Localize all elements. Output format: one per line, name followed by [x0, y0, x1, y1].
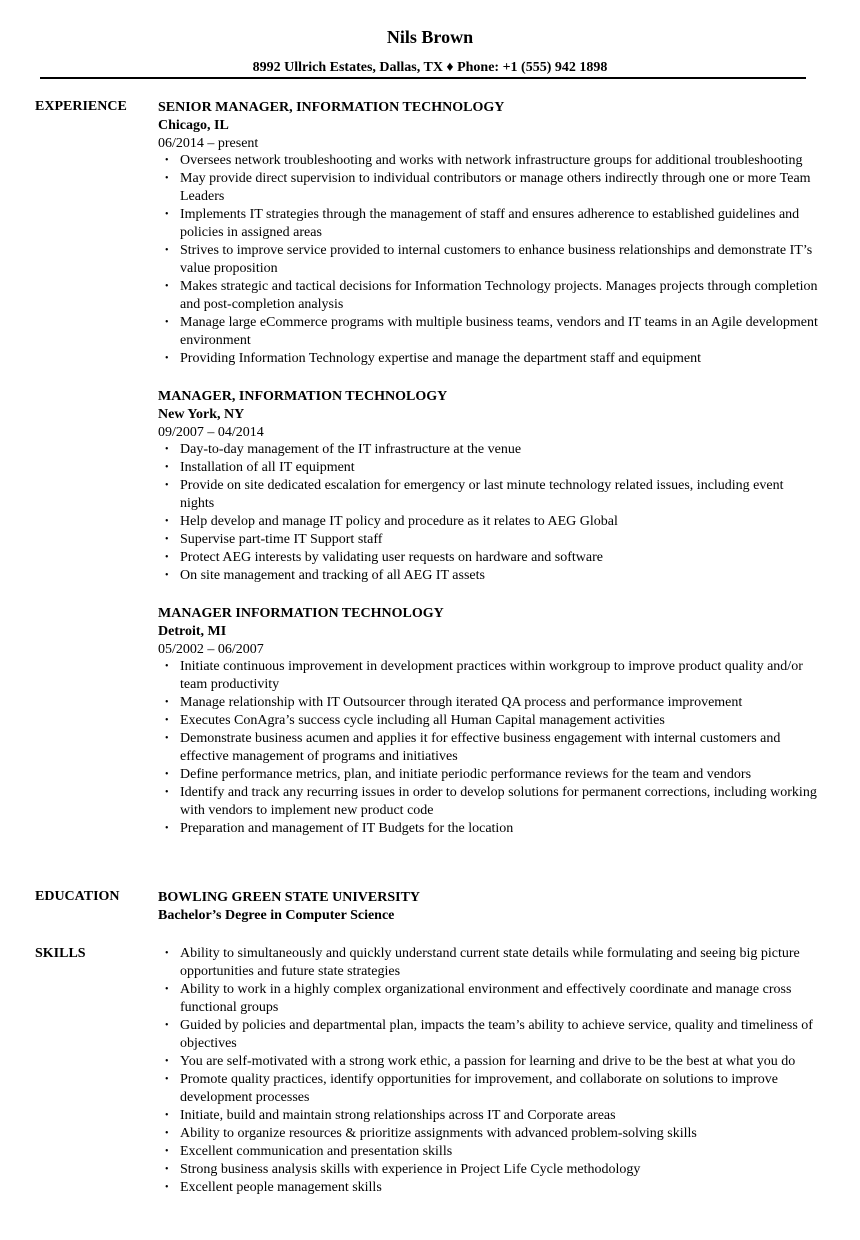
list-item-text: Day-to-day management of the IT infrastructure at the venue	[180, 442, 522, 457]
list-item-text: Installation of all IT equipment	[180, 460, 355, 475]
job-entry	[158, 99, 818, 368]
section-label-experience: EXPERIENCE	[35, 99, 127, 114]
list-item-text: Strives to improve service provided to internal customers to enhance business relationships and demonstrate IT’s value proposition	[180, 243, 813, 276]
list-item-text: Ability to simultaneously and quickly understand current state details while formulating and seeing big picture opportunities and future state strategies	[180, 946, 800, 979]
list-item-text: Executes ConAgra’s success cycle including all Human Capital management activities	[180, 713, 665, 728]
header-divider	[40, 77, 806, 79]
list-item	[158, 712, 818, 730]
bullet-icon: •	[165, 444, 169, 455]
bullet-icon: •	[165, 1164, 169, 1175]
list-item	[158, 549, 818, 567]
bullet-icon: •	[165, 948, 169, 959]
list-item-text: Identify and track any recurring issues in order to develop solutions for permanent corrections, including working with vendors to implement new product code	[180, 785, 817, 818]
bullet-icon: •	[165, 1110, 169, 1121]
list-item-text: Help develop and manage IT policy and procedure as it relates to AEG Global	[180, 514, 618, 529]
list-item	[158, 766, 818, 784]
list-item	[158, 206, 818, 242]
bullet-icon: •	[165, 317, 169, 328]
list-item-text: Preparation and management of IT Budgets for the location	[180, 821, 514, 836]
bullet-icon: •	[165, 462, 169, 473]
contact-line: 8992 Ullrich Estates, Dallas, TX ♦ Phone: +1 (555) 942 1898	[252, 60, 608, 75]
list-item-text: May provide direct supervision to individual contributors or manage others indirectly through one or more Team Leaders	[180, 171, 811, 204]
section-label-education: EDUCATION	[35, 889, 120, 904]
job-location: Chicago, IL	[158, 118, 229, 133]
job-title: MANAGER, INFORMATION TECHNOLOGY	[158, 389, 448, 404]
skills-body	[158, 945, 818, 1197]
job-dates: 05/2002 – 06/2007	[158, 642, 264, 657]
list-item-text: Guided by policies and departmental plan, impacts the team’s ability to achieve service, quality and timeliness of objectives	[180, 1018, 813, 1051]
list-item	[158, 441, 818, 459]
list-item	[158, 477, 818, 513]
list-item	[158, 981, 818, 1017]
bullet-icon: •	[165, 823, 169, 834]
list-item-text: Provide on site dedicated escalation for emergency or last minute technology related issues, including event nights	[180, 478, 784, 511]
job-bullets	[158, 441, 818, 585]
list-item	[158, 350, 818, 368]
bullet-icon: •	[165, 984, 169, 995]
degree: Bachelor’s Degree in Computer Science	[158, 908, 395, 923]
bullet-icon: •	[165, 787, 169, 798]
list-item-text: Ability to work in a highly complex organizational environment and effectively coordinate and manage cross functional groups	[180, 982, 792, 1015]
candidate-name: Nils Brown	[386, 27, 474, 47]
list-item-text: Promote quality practices, identify opportunities for improvement, and collaborate on solutions to improve development processes	[180, 1072, 778, 1105]
skills-list	[158, 945, 818, 1197]
job-dates: 06/2014 – present	[158, 136, 259, 151]
list-item	[158, 1125, 818, 1143]
list-item	[158, 513, 818, 531]
list-item-text: Demonstrate business acumen and applies it for effective business engagement with internal customers and effective management of programs and initiatives	[180, 731, 781, 764]
bullet-icon: •	[165, 353, 169, 364]
list-item-text: Makes strategic and tactical decisions for Information Technology projects. Manages projects through completion and post-completion analysis	[180, 279, 818, 312]
list-item	[158, 1071, 818, 1107]
list-item-text: Excellent communication and presentation skills	[180, 1144, 453, 1159]
list-item-text: Ability to organize resources & prioritize assignments with advanced problem-solving skills	[180, 1126, 697, 1141]
bullet-icon: •	[165, 1128, 169, 1139]
list-item	[158, 1053, 818, 1071]
list-item-text: You are self-motivated with a strong work ethic, a passion for learning and drive to be the best at what you do	[180, 1054, 796, 1069]
job-entry	[158, 388, 818, 585]
job-title: SENIOR MANAGER, INFORMATION TECHNOLOGY	[158, 100, 505, 115]
list-item	[158, 784, 818, 820]
list-item	[158, 730, 818, 766]
bullet-icon: •	[165, 715, 169, 726]
bullet-icon: •	[165, 534, 169, 545]
list-item-text: Define performance metrics, plan, and initiate periodic performance reviews for the team and vendors	[180, 767, 752, 782]
list-item	[158, 1017, 818, 1053]
list-item-text: Initiate continuous improvement in development practices within workgroup to improve product quality and/or team productivity	[180, 659, 803, 692]
list-item-text: Excellent people management skills	[180, 1180, 382, 1195]
list-item-text: Protect AEG interests by validating user requests on hardware and software	[180, 550, 603, 565]
bullet-icon: •	[165, 1146, 169, 1157]
list-item	[158, 152, 818, 170]
bullet-icon: •	[165, 1074, 169, 1085]
list-item	[158, 567, 818, 585]
list-item	[158, 1143, 818, 1161]
bullet-icon: •	[165, 570, 169, 581]
list-item	[158, 658, 818, 694]
list-item-text: Implements IT strategies through the management of staff and ensures adherence to established guidelines and policies in assigned areas	[180, 207, 800, 240]
list-item	[158, 278, 818, 314]
bullet-icon: •	[165, 516, 169, 527]
section-label-skills: SKILLS	[35, 946, 86, 961]
job-bullets	[158, 658, 818, 838]
list-item	[158, 945, 818, 981]
job-dates: 09/2007 – 04/2014	[158, 425, 264, 440]
list-item-text: Oversees network troubleshooting and works with network infrastructure groups for additional troubleshooting	[180, 153, 803, 168]
bullet-icon: •	[165, 245, 169, 256]
list-item-text: On site management and tracking of all AEG IT assets	[180, 568, 485, 583]
school-name: BOWLING GREEN STATE UNIVERSITY	[158, 890, 421, 905]
list-item-text: Supervise part-time IT Support staff	[180, 532, 383, 547]
job-location: Detroit, MI	[158, 624, 227, 639]
bullet-icon: •	[165, 173, 169, 184]
list-item	[158, 694, 818, 712]
bullet-icon: •	[165, 281, 169, 292]
bullet-icon: •	[165, 661, 169, 672]
list-item	[158, 531, 818, 549]
list-item	[158, 1161, 818, 1179]
bullet-icon: •	[165, 480, 169, 491]
bullet-icon: •	[165, 155, 169, 166]
list-item	[158, 242, 818, 278]
job-entry	[158, 605, 818, 838]
list-item	[158, 820, 818, 838]
list-item	[158, 1107, 818, 1125]
experience-list	[158, 98, 818, 858]
bullet-icon: •	[165, 733, 169, 744]
list-item	[158, 459, 818, 477]
job-title: MANAGER INFORMATION TECHNOLOGY	[158, 606, 444, 621]
list-item-text: Manage large eCommerce programs with multiple business teams, vendors and IT teams in an Agile development environment	[180, 315, 818, 348]
list-item	[158, 314, 818, 350]
list-item	[158, 1179, 818, 1197]
education-body	[158, 888, 818, 925]
list-item	[158, 170, 818, 206]
bullet-icon: •	[165, 1056, 169, 1067]
bullet-icon: •	[165, 209, 169, 220]
list-item-text: Providing Information Technology expertise and manage the department staff and equipment	[180, 351, 702, 366]
list-item-text: Strong business analysis skills with experience in Project Life Cycle methodology	[180, 1162, 641, 1177]
bullet-icon: •	[165, 769, 169, 780]
bullet-icon: •	[165, 552, 169, 563]
bullet-icon: •	[165, 1020, 169, 1031]
job-bullets	[158, 152, 818, 368]
list-item-text: Manage relationship with IT Outsourcer through iterated QA process and performance improvement	[180, 695, 743, 710]
bullet-icon: •	[165, 1182, 169, 1193]
bullet-icon: •	[165, 697, 169, 708]
list-item-text: Initiate, build and maintain strong relationships across IT and Corporate areas	[180, 1108, 616, 1123]
job-location: New York, NY	[158, 407, 245, 422]
